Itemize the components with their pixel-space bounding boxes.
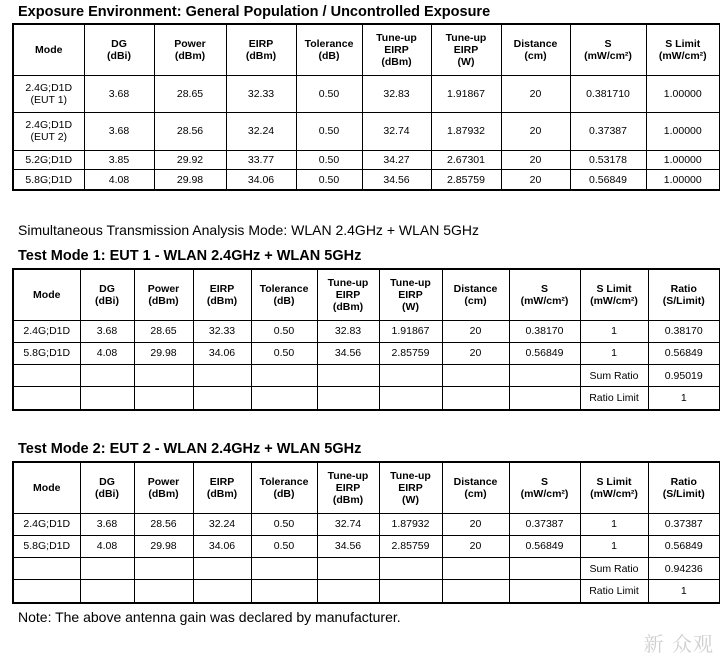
column-header: S Limit (mW/cm²) — [646, 24, 720, 75]
table-cell: 2.4G;D1D — [13, 513, 80, 535]
table-cell: 28.56 — [154, 113, 226, 151]
table-cell — [80, 365, 134, 387]
table-cell: 29.98 — [134, 535, 193, 557]
table-cell — [509, 387, 580, 410]
table-cell: 32.33 — [193, 320, 251, 342]
table-cell — [13, 580, 80, 603]
table-cell — [379, 580, 442, 603]
table-cell: 29.98 — [134, 342, 193, 364]
table-cell: 0.56849 — [648, 342, 720, 364]
table-row — [13, 150, 720, 170]
table-cell: 0.56849 — [509, 535, 580, 557]
test-mode-1-title: Test Mode 1: EUT 1 - WLAN 2.4GHz + WLAN 5GHz — [18, 248, 362, 264]
column-header: Tune-up EIRP (dBm) — [317, 462, 379, 513]
exposure-environment-title: Exposure Environment: General Population / Uncontrolled Exposure — [18, 4, 491, 20]
table-cell: 4.08 — [80, 342, 134, 364]
table-cell: 1 — [648, 387, 720, 410]
column-header: Power (dBm) — [134, 269, 193, 320]
column-header: Distance (cm) — [442, 269, 509, 320]
table-cell: 2.67301 — [431, 150, 501, 170]
table-cell: 3.68 — [84, 75, 154, 113]
column-header: Power (dBm) — [134, 462, 193, 513]
table-cell: 20 — [501, 75, 570, 113]
table-cell: 34.06 — [226, 170, 296, 190]
table-cell: 5.8G;D1D — [13, 535, 80, 557]
table-cell: 4.08 — [84, 170, 154, 190]
table-cell: 28.65 — [134, 320, 193, 342]
table-cell — [13, 365, 80, 387]
table-cell: 0.381710 — [570, 75, 646, 113]
table-cell — [80, 580, 134, 603]
table-cell — [379, 558, 442, 580]
table-cell — [13, 558, 80, 580]
table-cell: 4.08 — [80, 535, 134, 557]
table-cell: 1 — [648, 580, 720, 603]
table-cell: 20 — [501, 113, 570, 151]
column-header: Tune-up EIRP (W) — [379, 462, 442, 513]
table-cell — [251, 580, 317, 603]
table-cell — [134, 580, 193, 603]
table-row — [13, 513, 720, 535]
table-cell: 2.4G;D1D (EUT 1) — [13, 75, 84, 113]
table-cell: 3.68 — [84, 113, 154, 151]
column-header: Ratio (S/Limit) — [648, 462, 720, 513]
table-cell: 2.85759 — [431, 170, 501, 190]
table-cell: 20 — [442, 320, 509, 342]
column-header: DG (dBi) — [84, 24, 154, 75]
table-row — [13, 580, 720, 603]
table-cell — [134, 558, 193, 580]
table-cell: 2.4G;D1D (EUT 2) — [13, 113, 84, 151]
table-cell: 0.50 — [296, 113, 362, 151]
table-cell — [134, 387, 193, 410]
table-cell — [13, 387, 80, 410]
table-cell: 34.06 — [193, 342, 251, 364]
column-header: Distance (cm) — [501, 24, 570, 75]
table-row — [13, 320, 720, 342]
table-cell: 0.56849 — [648, 535, 720, 557]
exposure-table-body — [13, 75, 720, 190]
column-header: Power (dBm) — [154, 24, 226, 75]
table-cell: 28.56 — [134, 513, 193, 535]
table-cell — [379, 387, 442, 410]
column-header: S (mW/cm²) — [570, 24, 646, 75]
table-cell: 1.87932 — [379, 513, 442, 535]
table-cell: 0.50 — [251, 320, 317, 342]
table-cell: 32.83 — [317, 320, 379, 342]
table-cell — [442, 580, 509, 603]
column-header: EIRP (dBm) — [193, 269, 251, 320]
table-cell: 29.98 — [154, 170, 226, 190]
column-header: Tolerance (dB) — [296, 24, 362, 75]
table-cell: 1.00000 — [646, 150, 720, 170]
table-cell: Ratio Limit — [580, 387, 648, 410]
table-cell: 0.38170 — [509, 320, 580, 342]
table-cell — [509, 365, 580, 387]
table-cell: 34.56 — [317, 342, 379, 364]
table-cell: Sum Ratio — [580, 365, 648, 387]
table-cell: 20 — [501, 170, 570, 190]
table-cell: 0.95019 — [648, 365, 720, 387]
table-cell: 32.33 — [226, 75, 296, 113]
table-cell: 0.38170 — [648, 320, 720, 342]
table-cell: 0.50 — [251, 342, 317, 364]
table-cell — [193, 580, 251, 603]
table-cell: 0.53178 — [570, 150, 646, 170]
exposure-table — [12, 23, 720, 191]
test-mode-2-header-row — [13, 462, 720, 513]
table-cell — [317, 365, 379, 387]
column-header: DG (dBi) — [80, 462, 134, 513]
column-header: Tune-up EIRP (dBm) — [362, 24, 431, 75]
column-header: Tolerance (dB) — [251, 462, 317, 513]
table-cell: 1.00000 — [646, 170, 720, 190]
column-header: Tune-up EIRP (W) — [431, 24, 501, 75]
test-mode-2-title: Test Mode 2: EUT 2 - WLAN 2.4GHz + WLAN 5GHz — [18, 441, 362, 457]
table-cell: 3.68 — [80, 513, 134, 535]
table-cell: Ratio Limit — [580, 580, 648, 603]
table-cell — [80, 558, 134, 580]
test-mode-2-body — [13, 513, 720, 603]
table-cell — [509, 580, 580, 603]
table-row — [13, 365, 720, 387]
table-cell: 33.77 — [226, 150, 296, 170]
table-cell: 5.2G;D1D — [13, 150, 84, 170]
table-cell: Sum Ratio — [580, 558, 648, 580]
watermark-logo: 新 众观 — [643, 632, 714, 656]
table-row — [13, 113, 720, 151]
table-cell: 1.91867 — [379, 320, 442, 342]
table-cell: 2.4G;D1D — [13, 320, 80, 342]
table-cell: 28.65 — [154, 75, 226, 113]
table-cell — [442, 387, 509, 410]
table-row — [13, 558, 720, 580]
column-header: S Limit (mW/cm²) — [580, 269, 648, 320]
table-cell: 0.56849 — [570, 170, 646, 190]
footnote: Note: The above antenna gain was declared by manufacturer. — [18, 609, 401, 625]
table-cell: 29.92 — [154, 150, 226, 170]
table-cell: 2.85759 — [379, 342, 442, 364]
table-cell — [379, 365, 442, 387]
table-cell: 0.94236 — [648, 558, 720, 580]
table-cell — [442, 365, 509, 387]
table-cell — [251, 387, 317, 410]
table-cell — [193, 365, 251, 387]
table-cell: 3.85 — [84, 150, 154, 170]
column-header: EIRP (dBm) — [193, 462, 251, 513]
table-cell: 0.56849 — [509, 342, 580, 364]
table-row — [13, 342, 720, 364]
column-header: Ratio (S/Limit) — [648, 269, 720, 320]
table-cell: 20 — [442, 513, 509, 535]
table-cell: 34.56 — [362, 170, 431, 190]
table-cell: 32.74 — [317, 513, 379, 535]
table-cell: 1 — [580, 320, 648, 342]
table-cell — [509, 558, 580, 580]
table-cell — [134, 365, 193, 387]
column-header: Tune-up EIRP (W) — [379, 269, 442, 320]
table-cell — [80, 387, 134, 410]
column-header: Tune-up EIRP (dBm) — [317, 269, 379, 320]
table-cell: 1 — [580, 535, 648, 557]
test-mode-1-header-row — [13, 269, 720, 320]
column-header: S (mW/cm²) — [509, 269, 580, 320]
test-mode-1-body — [13, 320, 720, 410]
table-cell: 34.56 — [317, 535, 379, 557]
table-cell: 20 — [501, 150, 570, 170]
column-header: S (mW/cm²) — [509, 462, 580, 513]
table-cell — [193, 387, 251, 410]
table-cell: 0.37387 — [648, 513, 720, 535]
table-cell: 0.50 — [296, 170, 362, 190]
table-cell: 1.00000 — [646, 75, 720, 113]
table-cell — [442, 558, 509, 580]
column-header: Tolerance (dB) — [251, 269, 317, 320]
column-header: Mode — [13, 24, 84, 75]
test-mode-2-table — [12, 461, 720, 604]
table-cell: 1.00000 — [646, 113, 720, 151]
exposure-table-header-row — [13, 24, 720, 75]
table-cell: 5.8G;D1D — [13, 342, 80, 364]
table-cell: 0.37387 — [509, 513, 580, 535]
table-cell — [317, 580, 379, 603]
table-cell: 1 — [580, 342, 648, 364]
table-cell: 0.50 — [296, 150, 362, 170]
table-cell — [193, 558, 251, 580]
table-cell: 0.50 — [251, 513, 317, 535]
test-mode-1-table — [12, 268, 720, 411]
table-cell: 34.06 — [193, 535, 251, 557]
table-row — [13, 535, 720, 557]
table-cell: 0.50 — [251, 535, 317, 557]
table-cell: 32.83 — [362, 75, 431, 113]
table-cell — [251, 365, 317, 387]
column-header: Mode — [13, 269, 80, 320]
table-cell: 2.85759 — [379, 535, 442, 557]
column-header: DG (dBi) — [80, 269, 134, 320]
table-cell: 1.91867 — [431, 75, 501, 113]
table-row — [13, 170, 720, 190]
column-header: Distance (cm) — [442, 462, 509, 513]
column-header: S Limit (mW/cm²) — [580, 462, 648, 513]
table-cell: 20 — [442, 342, 509, 364]
table-row — [13, 387, 720, 410]
table-cell: 32.74 — [362, 113, 431, 151]
table-cell: 34.27 — [362, 150, 431, 170]
table-cell — [317, 558, 379, 580]
table-cell: 32.24 — [193, 513, 251, 535]
table-cell: 0.50 — [296, 75, 362, 113]
table-cell: 20 — [442, 535, 509, 557]
table-cell: 0.37387 — [570, 113, 646, 151]
table-cell — [251, 558, 317, 580]
table-cell: 1 — [580, 513, 648, 535]
table-cell: 32.24 — [226, 113, 296, 151]
simultaneous-transmission-note: Simultaneous Transmission Analysis Mode: WLAN 2.4GHz + WLAN 5GHz — [18, 222, 480, 238]
table-cell: 5.8G;D1D — [13, 170, 84, 190]
table-cell: 1.87932 — [431, 113, 501, 151]
table-cell — [317, 387, 379, 410]
table-row — [13, 75, 720, 113]
column-header: EIRP (dBm) — [226, 24, 296, 75]
column-header: Mode — [13, 462, 80, 513]
table-cell: 3.68 — [80, 320, 134, 342]
